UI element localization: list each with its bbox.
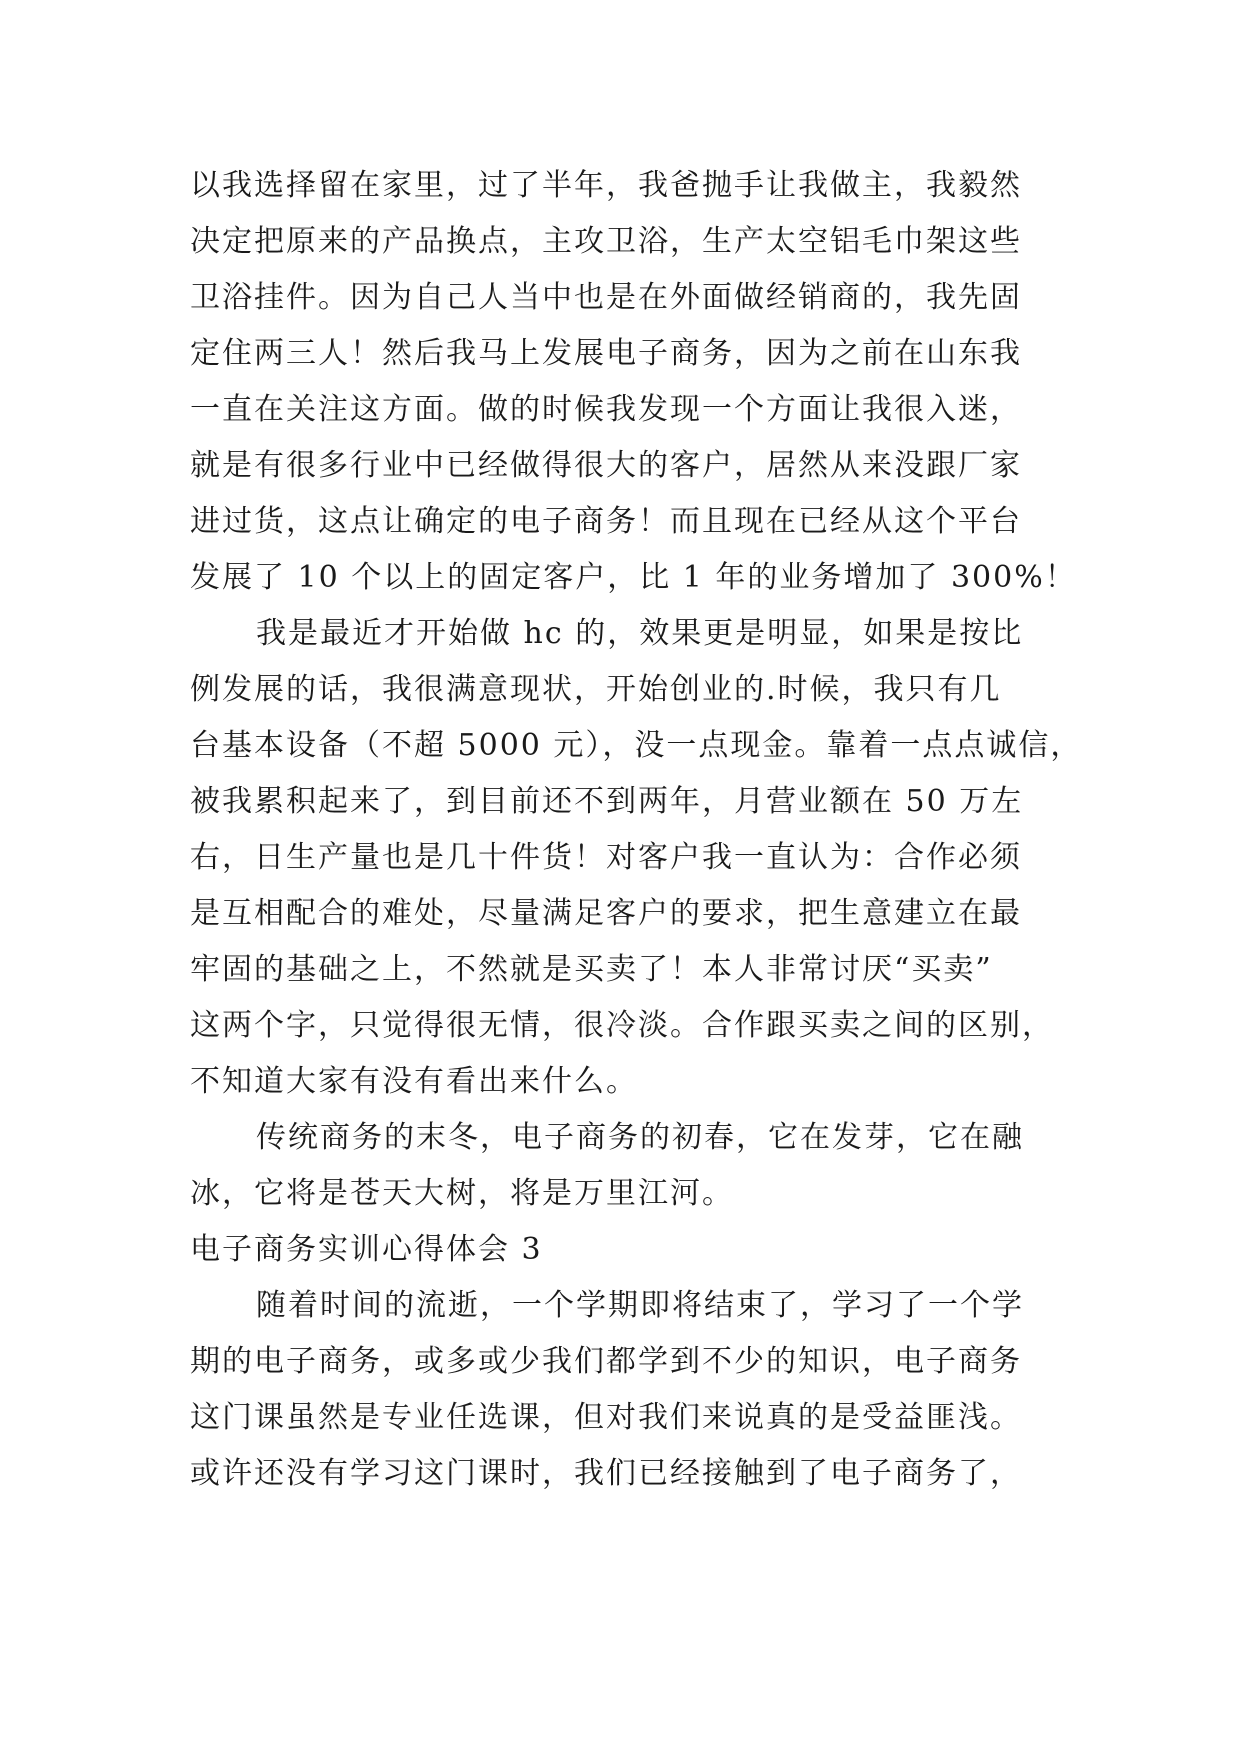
text-line: 被我累积起来了，到目前还不到两年，月营业额在 50 万左 [190, 784, 1024, 819]
text-line: 右，日生产量也是几十件货！对客户我一直认为：合作必须 [190, 840, 1022, 875]
text-line: 这两个字，只觉得很无情，很冷淡。合作跟买卖之间的区别， [190, 1008, 1054, 1043]
text-line: 不知道大家有没有看出来什么。 [190, 1064, 638, 1099]
text-line: 定住两三人！然后我马上发展电子商务，因为之前在山东我 [190, 336, 1022, 371]
document-body [190, 158, 1083, 1502]
text-line: 期的电子商务，或多或少我们都学到不少的知识，电子商务 [190, 1344, 1022, 1379]
text-line: 卫浴挂件。因为自己人当中也是在外面做经销商的，我先固 [190, 280, 1022, 315]
text-line: 冰，它将是苍天大树，将是万里江河。 [190, 1176, 734, 1211]
text-line: 决定把原来的产品换点，主攻卫浴，生产太空铝毛巾架这些 [190, 224, 1022, 259]
text-line: 就是有很多行业中已经做得很大的客户，居然从来没跟厂家 [190, 448, 1022, 483]
text-line: 是互相配合的难处，尽量满足客户的要求，把生意建立在最 [190, 896, 1022, 931]
paragraph-start-line: 传统商务的末冬，电子商务的初春，它在发芽，它在融 [256, 1120, 1024, 1155]
text-line: 一直在关注这方面。做的时候我发现一个方面让我很入迷， [190, 392, 1022, 427]
text-line: 台基本设备（不超 5000 元），没一点现金。靠着一点点诚信， [190, 728, 1083, 763]
text-line: 进过货，这点让确定的电子商务！而且现在已经从这个平台 [190, 504, 1022, 539]
text-line: 例发展的话，我很满意现状，开始创业的.时候，我只有几 [190, 672, 1002, 707]
text-line: 或许还没有学习这门课时，我们已经接触到了电子商务了， [190, 1456, 1022, 1491]
text-line: 牢固的基础之上，不然就是买卖了！本人非常讨厌“买卖” [190, 952, 993, 987]
text-line: 发展了 10 个以上的固定客户，比 1 年的业务增加了 300%！ [190, 560, 1077, 595]
text-line: 以我选择留在家里，过了半年，我爸抛手让我做主，我毅然 [190, 168, 1022, 203]
paragraph-start-line: 随着时间的流逝，一个学期即将结束了，学习了一个学 [256, 1288, 1024, 1323]
section-heading: 电子商务实训心得体会 3 [190, 1232, 543, 1267]
paragraph-start-line: 我是最近才开始做 hc 的，效果更是明显，如果是按比 [256, 616, 1024, 651]
text-line: 这门课虽然是专业任选课，但对我们来说真的是受益匪浅。 [190, 1400, 1022, 1435]
